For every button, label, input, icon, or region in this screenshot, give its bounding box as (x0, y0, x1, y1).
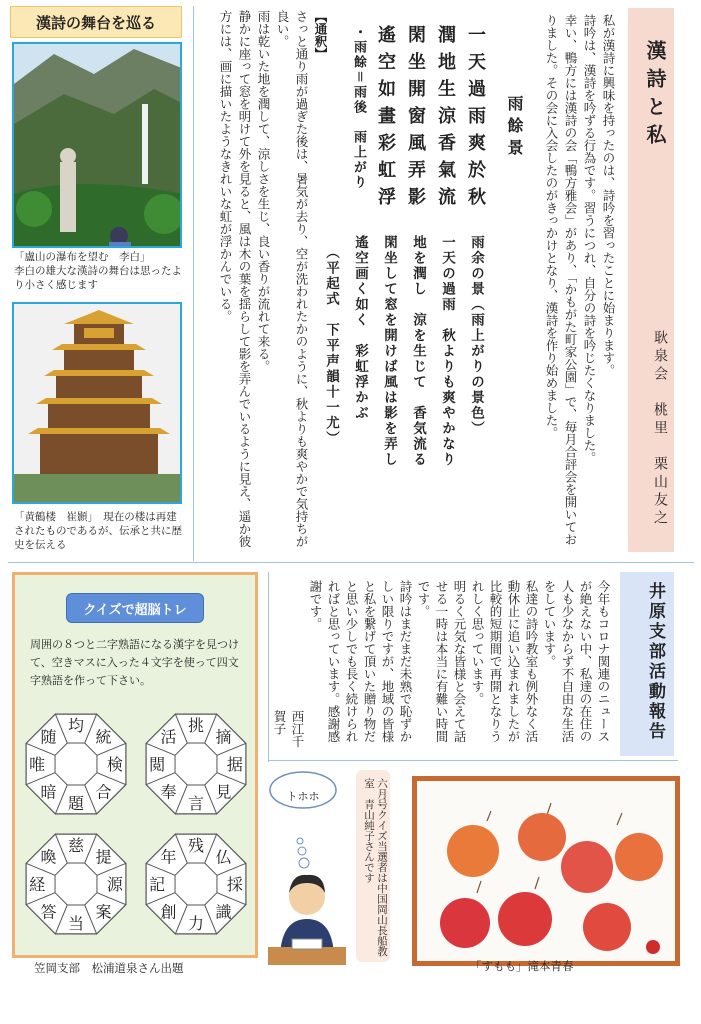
photo-lushan-waterfall (12, 42, 182, 248)
tower-scene (14, 304, 182, 504)
painting-caption: 「すもも」滝本青春 (470, 959, 574, 973)
puzzle-char: 仏 (215, 847, 232, 867)
puzzle-char: 題 (67, 793, 85, 813)
puzzle-char: 閲 (149, 755, 166, 774)
quiz-title: クイズで超脳トレ (66, 593, 204, 623)
blank-cell[interactable] (55, 743, 97, 785)
puzzle-octagon (26, 714, 126, 814)
puzzle-char: 案 (95, 902, 112, 922)
puzzle-char: 奉 (160, 782, 177, 802)
puzzle-char: 挑 (187, 716, 205, 736)
report-paragraph: 詩吟はまだまだ未熟で恥ずかしい限りですが、地域の皆様と私を繋げて頂いた贈り物だと思い少しでも長く続けられればと思っています。感謝感謝です。 (308, 580, 413, 743)
section-divider (8, 562, 694, 563)
report-paragraph: 私達の詩吟教室も例外なく活動休止に追い込まれましたが比較的短期間で再開となりうれしく思っています。 (470, 580, 539, 743)
plum-painting (417, 781, 675, 961)
report-title: 井原支部活動報告 (645, 582, 665, 742)
poem-line: 閑坐開窗風弄影 (405, 25, 426, 214)
report-author: 西江千賀子 (272, 710, 305, 748)
column-divider (193, 6, 194, 561)
article-author: 耿泉会 桃里 栗山友之 (652, 330, 668, 528)
puzzle-char: 合 (95, 782, 112, 802)
puzzle-char: 統 (95, 727, 112, 747)
puzzle-char: 摘 (215, 727, 232, 747)
section-divider (268, 760, 678, 761)
kundoku-line: 地を潤し 涼を生じて 香気流る (410, 235, 426, 468)
photo-yellow-crane-tower (12, 302, 182, 504)
quiz-puzzles (16, 704, 256, 944)
photo2-caption: 「黄鶴楼 崔顥」 現在の楼は再建されたものであるが、伝承と共に歴史を伝える (14, 511, 182, 551)
poem-line: 遙空如畫彩虹浮 (375, 25, 396, 214)
puzzle-char: 記 (149, 875, 166, 894)
puzzle-octagon (146, 714, 246, 814)
kundoku-title: 雨余の景（雨上がりの景色） (468, 235, 484, 437)
poem-line: 一天過雨爽於秋 (465, 25, 486, 214)
poem-note: ・雨餘＝雨後 雨上がり (351, 25, 366, 190)
quiz-credit: 笠岡支部 松浦道泉さん出題 (34, 961, 184, 975)
photo1-caption: 「盧山の瀑布を望む 李白」 李白の雄大な漢詩の舞台は思ったより小さく感じます (14, 251, 182, 291)
puzzle-char: 経 (29, 875, 46, 894)
puzzle-char: 唯 (29, 755, 46, 774)
translation-paragraph: 静かに座って窓を明けて外を見ると、風は木の葉を揺らして影を弄んでいるように見え、遥か彼方には、画に描いたようなきれいな虹が浮かんでいる。 (218, 10, 252, 548)
puzzle-char: 創 (160, 902, 177, 922)
blank-cell[interactable] (175, 863, 217, 905)
puzzle-char: 言 (187, 793, 205, 813)
puzzle-char: 見 (215, 782, 232, 802)
puzzle-char: 均 (67, 716, 85, 736)
puzzle-char: 据 (226, 755, 243, 774)
intro-paragraph: 私が漢詩に興味を持ったのは、詩吟を習ったことに始まります。 (601, 14, 616, 377)
poem-line: 潤地生涼香氣流 (435, 25, 456, 214)
puzzle-char: 活 (160, 727, 177, 747)
kundoku-line: 閑坐して窓を開けば風は影を弄し (381, 235, 397, 468)
painting-plums (412, 776, 680, 966)
report-paragraph: 今年もコロナ関連のニュースが絶えない中、私達の在住の人も少なからず不自由な生活をしています。 (542, 580, 611, 743)
translation-paragraph: さっと通り雨が過ぎた後は、暑気が去り、空が洗われたかのように、秋よりも爽やかで気持ちが良い。 (275, 10, 309, 548)
report-body (272, 580, 612, 750)
kundoku-line: 一天の過雨 秋よりも爽やかなり (439, 235, 455, 468)
puzzle-char: 検 (106, 755, 123, 774)
poem-title: 雨餘景 (505, 95, 524, 161)
person-writing-illustration (262, 835, 352, 975)
puzzle-char: 随 (40, 727, 57, 747)
puzzle-char: 採 (226, 875, 243, 894)
intro-paragraph: 詩吟は、漢詩を吟ずる行為です。習うにつれ、自分の詩を吟じたくなりました。 (582, 14, 597, 464)
translation (200, 10, 330, 550)
puzzle-char: 提 (95, 847, 112, 867)
article-title: 漢詩と私 (643, 40, 667, 152)
bubble-text: トホホ (286, 790, 320, 803)
puzzle-char: 源 (106, 875, 123, 894)
poem-form: （平起式 下平声韻十一尤） (323, 245, 339, 447)
puzzle-octagon (146, 834, 246, 934)
poem-original (375, 25, 490, 255)
puzzle-char: 残 (187, 836, 205, 856)
puzzle-char: 答 (40, 902, 57, 922)
puzzle-char: 年 (160, 847, 177, 867)
poem-kundoku (320, 235, 490, 535)
kundoku-line: 遙空画く如く 彩虹浮かぶ (352, 235, 368, 421)
puzzle-char: 喚 (40, 847, 57, 867)
column-divider (268, 572, 269, 762)
section-tag: 漢詩の舞台を巡る (10, 6, 182, 38)
winner-text: 六月号クイズ当選者は中国岡山長船教室 青山純子さんです (363, 778, 388, 957)
report-paragraph: 明るく元気な皆様と会えて話せる一時は本当に有難い時間です。 (416, 580, 467, 743)
puzzle-octagon (26, 834, 126, 934)
blank-cell[interactable] (175, 743, 217, 785)
waterfall-scene (14, 44, 182, 248)
puzzle-char: 力 (187, 913, 205, 933)
translation-heading: 【通釈】 (313, 10, 328, 60)
translation-paragraph: 雨は乾いた地を潤して、涼しさを生じ、良い香りが流れて来る。 (256, 10, 271, 373)
quiz-instructions: 周囲の８つと二字熟語になる漢字を見つけて、空きマスに入った４文字を使って四文字熟語を作って下さい。 (30, 638, 239, 687)
blank-cell[interactable] (55, 863, 97, 905)
puzzle-char: 識 (215, 902, 232, 922)
puzzle-char: 暗 (40, 782, 57, 802)
intro-paragraph: 幸い、鴨方には漢詩の会「鴨方雅会」があり、「かもがた町家公園」で、毎月合評会を開いておりました。その会に入会したのがきっかけとなり、漢詩を作り始めました。 (544, 14, 578, 546)
puzzle-char: 慈 (67, 836, 85, 856)
puzzle-char: 当 (67, 913, 85, 933)
